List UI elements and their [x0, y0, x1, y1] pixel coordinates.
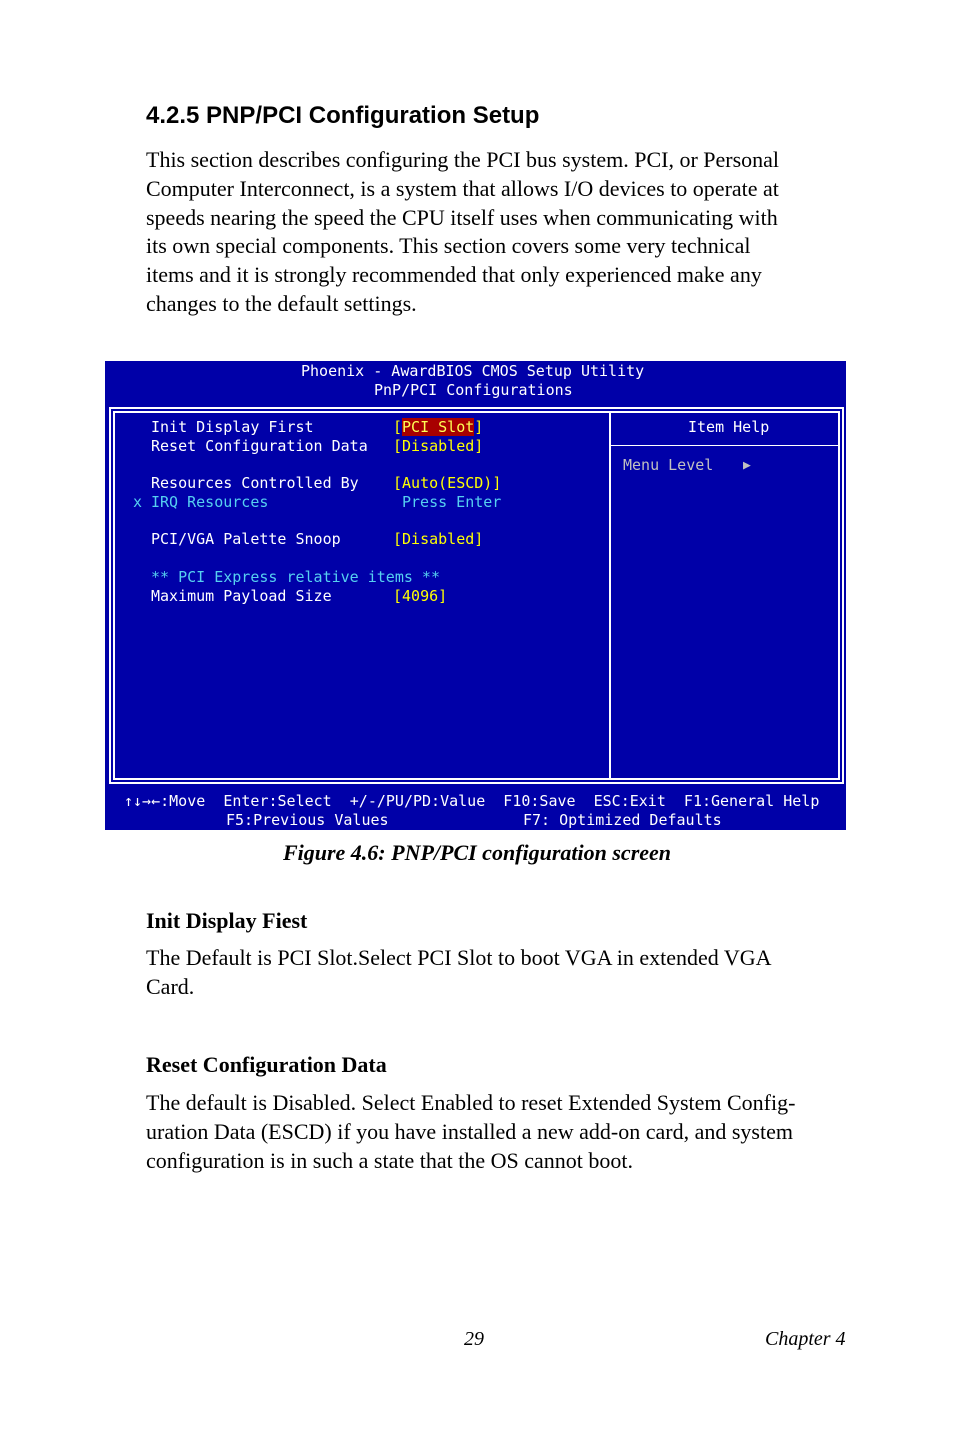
bios-frame-divider — [609, 411, 611, 780]
bios-item-max-payload-label[interactable]: Maximum Payload Size — [151, 587, 332, 605]
reset-config-heading: Reset Configuration Data — [146, 1052, 387, 1077]
init-display-line: The Default is PCI Slot.Select PCI Slot to boot VGA in extended VGA — [146, 945, 772, 970]
bios-footer-optimized-defaults: F7: Optimized Defaults — [523, 811, 722, 829]
bios-item-reset-config-label[interactable]: Reset Configuration Data — [151, 437, 368, 455]
section-heading: 4.2.5 PNP/PCI Configuration Setup — [146, 102, 540, 129]
bios-item-resources-label[interactable]: Resources Controlled By — [151, 474, 359, 492]
reset-config-line: uration Data (ESCD) if you have installed a new add-on card, and system — [146, 1118, 793, 1144]
bios-item-init-display-value[interactable] — [393, 418, 483, 437]
selected-value[interactable]: PCI Slot — [402, 418, 475, 436]
chapter-label: Chapter 4 — [765, 1328, 846, 1350]
bios-screenshot — [105, 361, 846, 830]
bracket-open: [ — [393, 418, 403, 436]
item-help-title: Item Help — [688, 418, 770, 436]
intro-line: Computer Interconnect, is a system that allows I/O devices to operate at — [146, 175, 779, 201]
init-display-paragraph — [146, 944, 866, 1002]
intro-line: speeds nearing the speed the CPU itself uses when communicating with — [146, 204, 778, 230]
page-number: 29 — [464, 1328, 484, 1350]
reset-config-line: configuration is in such a state that the OS cannot boot. — [146, 1147, 633, 1173]
intro-line: This section describes configuring the PCI bus system. PCI, or Personal — [146, 147, 780, 172]
bracket-close: ] — [474, 418, 484, 436]
bios-item-reset-config-value[interactable]: [Disabled] — [393, 437, 484, 455]
reset-config-paragraph — [146, 1089, 866, 1175]
item-help-divider — [611, 445, 838, 446]
bios-pci-express-section-label: ** PCI Express relative items ** — [151, 568, 440, 586]
intro-line: items and it is strongly recommended that only experienced make any — [146, 262, 762, 288]
menu-level-label: Menu Level — [623, 456, 714, 474]
bios-item-irq-marker: x — [133, 493, 143, 511]
intro-line: changes to the default settings. — [146, 290, 417, 316]
bios-item-palette-snoop-value[interactable]: [Disabled] — [393, 530, 484, 548]
bios-item-max-payload-value[interactable]: [4096] — [393, 587, 448, 605]
init-display-line: Card. — [146, 973, 195, 999]
figure-caption: Figure 4.6: PNP/PCI configuration screen — [282, 840, 672, 865]
bios-item-palette-snoop-label[interactable]: PCI/VGA Palette Snoop — [151, 530, 341, 548]
menu-level-arrow-icon: ▶ — [743, 458, 751, 473]
bios-footer-keys: ↑↓→←:Move Enter:Select +/-/PU/PD:Value F10:Save ESC:Exit F1:General Help — [124, 792, 820, 810]
bios-footer-previous-values: F5:Previous Values — [226, 811, 389, 829]
bios-subtitle: PnP/PCI Configurations — [374, 381, 573, 399]
bios-item-irq-label: IRQ Resources — [151, 493, 269, 511]
intro-paragraph — [146, 146, 866, 319]
reset-config-line: The default is Disabled. Select Enabled to reset Extended System Config- — [146, 1090, 796, 1115]
bios-title: Phoenix - AwardBIOS CMOS Setup Utility — [301, 362, 645, 380]
bios-item-resources-value[interactable]: [Auto(ESCD)] — [393, 474, 502, 492]
bios-item-irq-value: Press Enter — [402, 493, 502, 511]
init-display-heading: Init Display Fiest — [146, 908, 308, 933]
bios-item-init-display-label[interactable]: Init Display First — [151, 418, 314, 436]
intro-line: its own special components. This section covers some very technical — [146, 233, 751, 259]
